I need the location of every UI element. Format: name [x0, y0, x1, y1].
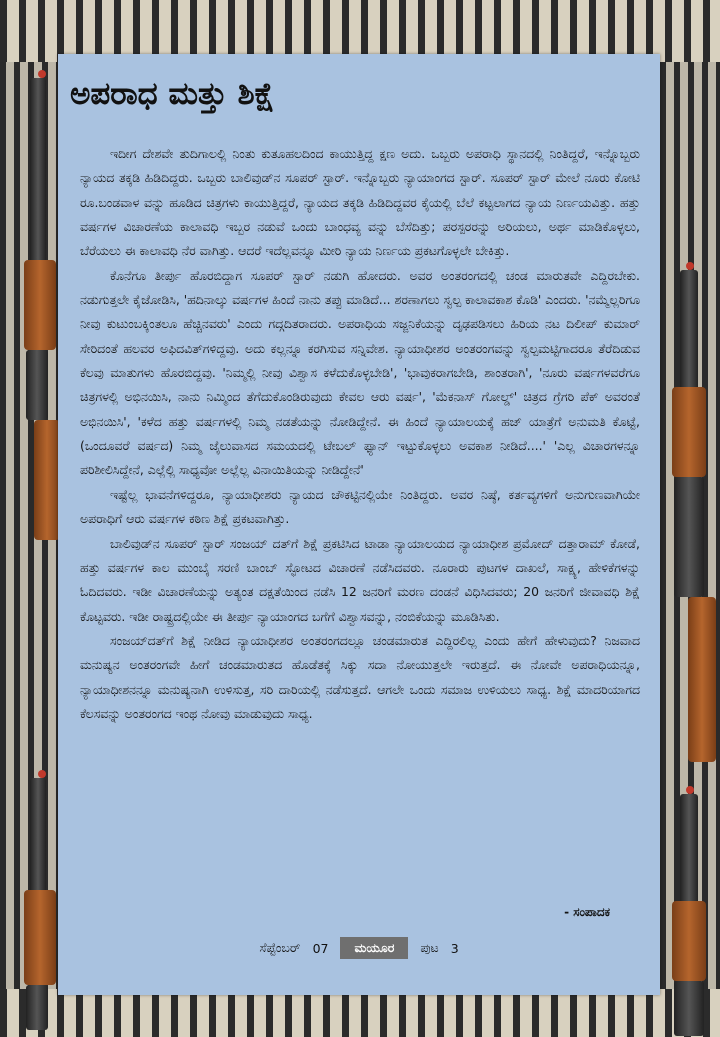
- rifle-illustration-left-bottom: [10, 770, 60, 1030]
- paragraph: ಇದೀಗ ದೇಶವೇ ತುದಿಗಾಲಲ್ಲಿ ನಿಂತು ಕುತೂಹಲದಿಂದ ಕಾಯುತ್ತಿದ್ದ ಕ್ಷಣ ಅದು. ಒಬ್ಬರು ಅಪರಾಧಿ ಸ್ಥಾನದಲ್ಲಿ ನಿಂತಿದ್ದರೆ, ಇನ್ನೊಬ್ಬರು ನ್ಯಾಯದ ತಕ್ಕಡಿ ಹಿಡಿದಿದ್ದರು. ಒಬ್ಬರು ಬಾಲಿವುಡ್‌ನ ಸೂಪರ್ ಸ್ಟಾರ್. ಇನ್ನೊಬ್ಬರು ನ್ಯಾಯಾಂಗದ ಸ್ಟಾರ್. ಸೂಪರ್ ಸ್ಟಾರ್ ಮೇಲೆ ನೂರು ಕೋಟಿ ರೂ.ಬಂಡವಾಳ ವನ್ನು ಹೂಡಿದ ಚಿತ್ರಗಳು ಕಾಯುತ್ತಿದ್ದರೆ, ನ್ಯಾಯದ ತಕ್ಕಡಿ ಹಿಡಿದಿದ್ದವರ ಕೈಯಲ್ಲಿ ಬೆಲೆ ಕಟ್ಟಲಾಗದ ನ್ಯಾಯ ನಿರ್ಣಯವಿತ್ತು. ಹತ್ತು ವರ್ಷಗಳ ವಿಚಾರಣೆಯ ಕಾಲಾವಧಿ ಇಬ್ಬರ ನಡುವೆ ಒಂದು ಬಾಂಧವ್ಯ ವನ್ನು ಬೆಸೆದಿತ್ತು; ಪರಸ್ಪರರನ್ನು ಅರಿಯಲು, ಅರ್ಥ ಮಾಡಿಕೊಳ್ಳಲು, ಬೆರೆಯಲು ಈ ಕಾಲಾವಧಿ ನೆರ ವಾಗಿತ್ತು. ಆದರೆ ಇದೆಲ್ಲವನ್ನೂ ಮೀರಿ ನ್ಯಾಯ ನಿರ್ಣಯ ಪ್ರಕಟಗೊಳ್ಳಲೇ ಬೇಕಿತ್ತು.: [80, 146, 640, 259]
- paragraph: ಇಷ್ಟೆಲ್ಲ ಭಾವನೆಗಳಿದ್ದರೂ, ನ್ಯಾಯಾಧೀಶರು ನ್ಯಾಯದ ಚೌಕಟ್ಟಿನಲ್ಲಿಯೇ ನಿಂತಿದ್ದರು. ಅವರ ನಿಷ್ಠೆ, ಕರ್ತವ್ಯಗಳಿಗೆ ಅನುಗುಣವಾಗಿಯೇ ಅಪರಾಧಿಗೆ ಆರು ವರ್ಷಗಳ ಕಠಿಣ ಶಿಕ್ಷೆ ಪ್ರಕಟವಾಗಿತ್ತು.: [80, 486, 640, 527]
- editorial-panel: [58, 54, 660, 995]
- top-border-bars: [0, 0, 720, 62]
- issue-month: ಸೆಪ್ಟೆಂಬರ್: [259, 940, 301, 955]
- rifle-illustration-right-bottom: [662, 786, 718, 1036]
- page-footer: [58, 937, 660, 959]
- magazine-name: ಮಯೂರ: [340, 937, 408, 959]
- page-number: 3: [450, 940, 459, 956]
- rifle-illustration-right-middle: [662, 262, 718, 762]
- paragraph: ಬಾಲಿವುಡ್‌ನ ಸೂಪರ್ ಸ್ಟಾರ್ ಸಂಜಯ್ ದತ್‌ಗೆ ಶಿಕ್ಷೆ ಪ್ರಕಟಿಸಿದ ಟಾಡಾ ನ್ಯಾಯಾಲಯದ ನ್ಯಾಯಾಧೀಶ ಪ್ರಮೋದ್ ದತ್ತಾರಾಮ್ ಕೋಡೆ, ಹತ್ತು ವರ್ಷಗಳ ಕಾಲ ಮುಂಬೈ ಸರಣಿ ಬಾಂಬ್ ಸ್ಫೋಟದ ವಿಚಾರಣೆ ನಡೆಸಿದವರು. ನೂರಾರು ಪುಟಗಳ ದಾಖಲೆ, ಸಾಕ್ಷ್ಯ, ಹೇಳಿಕೆಗಳನ್ನು ಓದಿದವರು. ಇಡೀ ವಿಚಾರಣೆಯನ್ನು ಅತ್ಯಂತ ದಕ್ಷತೆಯಿಂದ ನಡೆಸಿ 12 ಜನರಿಗೆ ಮರಣ ದಂಡನೆ ವಿಧಿಸಿದವರು; 20 ಜನರಿಗೆ ಜೀವಾವಧಿ ಶಿಕ್ಷೆ ಕೊಟ್ಟವರು. ಇಡೀ ರಾಷ್ಟ್ರದಲ್ಲಿಯೇ ಈ ತೀರ್ಪು ನ್ಯಾಯಾಂಗದ ಬಗೆಗೆ ವಿಶ್ವಾಸವನ್ನು, ನಂಬಿಕೆಯನ್ನು ಮೂಡಿಸಿತು.: [80, 535, 640, 624]
- page-label: ಪುಟ: [420, 940, 439, 955]
- issue-year: 07: [312, 940, 329, 956]
- rifle-illustration-left-top: [10, 70, 60, 540]
- bottom-border-bars: [0, 989, 720, 1037]
- article-body: [80, 142, 640, 726]
- article-title: ಅಪರಾಧ ಮತ್ತು ಶಿಕ್ಷೆ: [70, 76, 275, 112]
- paragraph: ಸಂಜಯ್‌ದತ್‌ಗೆ ಶಿಕ್ಷೆ ನೀಡಿದ ನ್ಯಾಯಾಧೀಶರ ಅಂತರಂಗದಲ್ಲೂ ಚಂಡಮಾರುತ ಎದ್ದಿರಲಿಲ್ಲ ಎಂದು ಹೇಗೆ ಹೇಳುವುದು? ನಿಜವಾದ ಮನುಷ್ಯನ ಅಂತರಂಗವೇ ಹೀಗೆ ಚಂಡಮಾರುತದ ಹೊಡೆತಕ್ಕೆ ಸಿಕ್ಕು ಸದಾ ನೋಯುತ್ತಲೇ ಇರುತ್ತದೆ. ಈ ನೋವೇ ಅಪರಾಧಿಯನ್ನೂ, ನ್ಯಾಯಾಧೀಶನನ್ನೂ ಮನುಷ್ಯನಾಗಿ ಉಳಿಸುತ್ತ, ಸರಿ ದಾರಿಯಲ್ಲಿ ನಡೆಸುತ್ತದೆ. ಆಗಲೇ ಒಂದು ಸಮಾಜ ಉಳಿಯಲು ಸಾಧ್ಯ. ಶಿಕ್ಷೆ ಮಾದರಿಯಾಗದ ಕೆಲಸವನ್ನು ಅಂತರಂಗದ ಇಂಥ ನೋವು ಮಾಡುವುದು ಸಾಧ್ಯ.: [80, 632, 640, 721]
- signature: - ಸಂಪಾದಕ: [564, 905, 610, 919]
- paragraph: ಕೊನೆಗೂ ತೀರ್ಪು ಹೊರಬಿದ್ದಾಗ ಸೂಪರ್ ಸ್ಟಾರ್ ನಡುಗಿ ಹೋದರು. ಅವರ ಅಂತರಂಗದಲ್ಲಿ ಚಂಡ ಮಾರುತವೇ ಎದ್ದಿರಬೇಕು. ನಡುಗುತ್ತಲೇ ಕೈಜೋಡಿಸಿ, 'ಹದಿನಾಲ್ಕು ವರ್ಷಗಳ ಹಿಂದೆ ನಾನು ತಪ್ಪು ಮಾಡಿದೆ... ಶರಣಾಗಲು ಸ್ವಲ್ಪ ಕಾಲಾವಕಾಶ ಕೊಡಿ' ಎಂದರು. 'ನಮ್ಮೆಲ್ಲರಿಗೂ ನೀವು ಕುಟುಂಬಕ್ಕಿಂತಲೂ ಹೆಚ್ಚಿನವರು' ಎಂದು ಗದ್ಗದಿತರಾದರು. ಅಪರಾಧಿಯ ಸಜ್ಜನಿಕೆಯನ್ನು ದೃಢಪಡಿಸಲು ಹಿರಿಯ ನಟ ದಿಲೀಪ್ ಕುಮಾರ್ ಸೇರಿದಂತೆ ಹಲವರ ಅಫಿದವಿತ್‌ಗಳಿದ್ದವು. ಅದು ಕಲ್ಲನ್ನೂ ಕರಗಿಸುವ ಸನ್ನಿವೇಶ. ನ್ಯಾಯಾಧೀಶರ ಅಂತರಂಗವನ್ನು ಸ್ವಲ್ಪಮಟ್ಟಿಗಾದರೂ ತೆರೆದಿಡುವ ಕೆಲವು ಮಾತುಗಳು ಹೊರಬಿದ್ದವು. 'ನಿಮ್ಮಲ್ಲಿ ನೀವು ವಿಶ್ವಾಸ ಕಳೆದುಕೊಳ್ಳಬೇಡಿ', 'ಭಾವುಕರಾಗಬೇಡಿ, ಶಾಂತರಾಗಿ', 'ನೂರು ವರ್ಷಗಳವರೆಗೂ ಚಿತ್ರಗಳಲ್ಲಿ ಅಭಿನಯಿಸಿ, ನಾನು ನಿಮ್ಮಿಂದ ತೆಗೆದುಕೊಂಡಿರುವುದು ಕೇವಲ ಆರು ವರ್ಷ', 'ಮೆಕನಾಸ್ ಗೋಲ್ಡ್' ಚಿತ್ರದ ಗ್ರೆಗರಿ ಪೆಕ್ ಅವರಂತೆ ಅಭಿನಯಿಸಿ', 'ಕಳೆದ ಹತ್ತು ವರ್ಷಗಳಲ್ಲಿ ನಿಮ್ಮ ನಡತೆಯನ್ನು ನೋಡಿದ್ದೇನೆ. ಈ ಹಿಂದೆ ನ್ಯಾಯಾಲಯಕ್ಕೆ ಹಜ್ ಯಾತ್ರೆಗೆ ಅನುಮತಿ ಕೊಟ್ಟೆ, (ಒಂದೂವರೆ ವರ್ಷದ) ನಿಮ್ಮ ಜೈಲುವಾಸದ ಸಮಯದಲ್ಲಿ ಟೇಬಲ್ ಫ್ಯಾನ್ ಇಟ್ಟುಕೊಳ್ಳಲು ಅವಕಾಶ ನೀಡಿದೆ....' 'ಎಲ್ಲ ವಿಚಾರಗಳನ್ನೂ ಪರಿಶೀಲಿಸಿದ್ದೇನೆ, ಎಲ್ಲೆಲ್ಲಿ ಸಾಧ್ಯವೋ ಅಲ್ಲೆಲ್ಲ ವಿನಾಯಿತಿಯನ್ನು ನೀಡಿದ್ದೇನೆ': [80, 267, 640, 478]
